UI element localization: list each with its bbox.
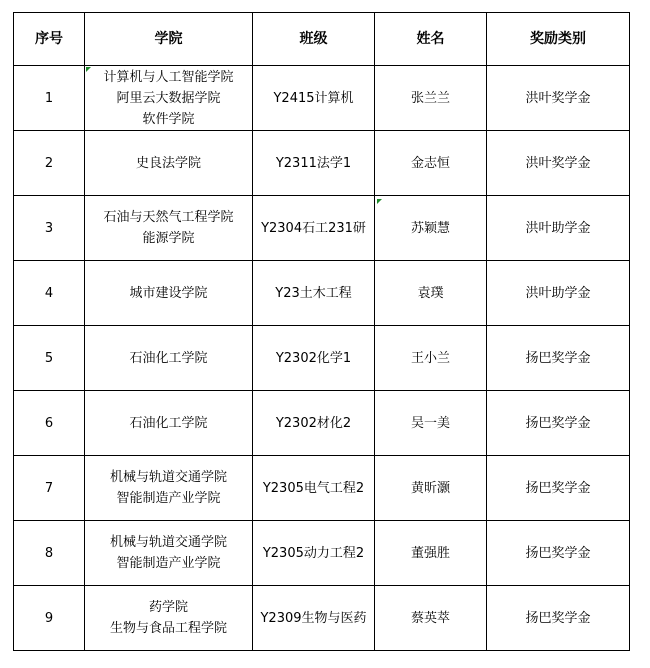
header-college: 学院 xyxy=(85,13,253,66)
cell-class: Y2415计算机 xyxy=(253,66,375,131)
cell-index: 1 xyxy=(14,66,85,131)
cell-award: 洪叶助学金 xyxy=(487,196,630,261)
college-line: 生物与食品工程学院 xyxy=(109,621,227,636)
college-line: 机械与轨道交通学院 xyxy=(109,535,227,550)
cell-name: 王小兰 xyxy=(375,326,487,391)
cell-college xyxy=(85,391,253,456)
header-index: 序号 xyxy=(14,13,85,66)
cell-comment-marker xyxy=(377,199,382,204)
cell-name: 吴一美 xyxy=(375,391,487,456)
table-row xyxy=(14,586,630,651)
table-row xyxy=(14,326,630,391)
cell-index: 3 xyxy=(14,196,85,261)
cell-index: 2 xyxy=(14,131,85,196)
table-row xyxy=(14,391,630,456)
cell-college xyxy=(85,586,253,651)
college-line: 智能制造产业学院 xyxy=(116,491,221,506)
cell-class: Y23土木工程 xyxy=(253,261,375,326)
college-line: 阿里云大数据学院 xyxy=(116,90,221,106)
cell-class: Y2305动力工程2 xyxy=(253,521,375,586)
college-line: 智能制造产业学院 xyxy=(116,556,221,571)
cell-award: 洪叶奖学金 xyxy=(487,131,630,196)
table-row xyxy=(14,131,630,196)
cell-index: 9 xyxy=(14,586,85,651)
cell-award: 洪叶奖学金 xyxy=(487,66,630,131)
cell-college xyxy=(85,131,253,196)
cell-college xyxy=(85,521,253,586)
college-line: 石油化工学院 xyxy=(129,415,208,431)
college-line: 药学院 xyxy=(148,600,188,615)
cell-college xyxy=(85,326,253,391)
cell-class: Y2302化学1 xyxy=(253,326,375,391)
college-line: 史良法学院 xyxy=(135,155,201,171)
cell-name: 金志恒 xyxy=(375,131,487,196)
cell-award: 洪叶助学金 xyxy=(487,261,630,326)
cell-index: 8 xyxy=(14,521,85,586)
cell-name: 苏颖慧 xyxy=(375,196,487,261)
header-row xyxy=(14,13,630,66)
cell-comment-marker xyxy=(86,67,91,72)
cell-award: 扬巴奖学金 xyxy=(487,326,630,391)
college-line: 城市建设学院 xyxy=(129,285,208,301)
college-line: 机械与轨道交通学院 xyxy=(109,470,227,485)
header-class: 班级 xyxy=(253,13,375,66)
cell-class: Y2311法学1 xyxy=(253,131,375,196)
cell-class: Y2302材化2 xyxy=(253,391,375,456)
cell-name: 黄昕灏 xyxy=(375,456,487,521)
table-body xyxy=(14,66,630,651)
cell-award: 扬巴奖学金 xyxy=(487,521,630,586)
college-line: 计算机与人工智能学院 xyxy=(103,69,234,85)
cell-index: 7 xyxy=(14,456,85,521)
cell-class: Y2305电气工程2 xyxy=(253,456,375,521)
table-row xyxy=(14,521,630,586)
cell-index: 6 xyxy=(14,391,85,456)
cell-name: 张兰兰 xyxy=(375,66,487,131)
cell-college xyxy=(85,196,253,261)
cell-class: Y2309生物与医药 xyxy=(253,586,375,651)
table-row xyxy=(14,261,630,326)
cell-college xyxy=(85,261,253,326)
cell-college xyxy=(85,456,253,521)
college-line: 能源学院 xyxy=(142,231,195,246)
college-line: 石油与天然气工程学院 xyxy=(103,210,234,225)
cell-index: 5 xyxy=(14,326,85,391)
table-row xyxy=(14,456,630,521)
cell-class: Y2304石工231研 xyxy=(253,196,375,261)
college-line: 软件学院 xyxy=(142,111,195,127)
cell-name: 袁璞 xyxy=(375,261,487,326)
header-name: 姓名 xyxy=(375,13,487,66)
cell-index: 4 xyxy=(14,261,85,326)
cell-college xyxy=(85,66,253,131)
cell-name: 董强胜 xyxy=(375,521,487,586)
college-line: 石油化工学院 xyxy=(129,350,208,366)
cell-award: 扬巴奖学金 xyxy=(487,391,630,456)
table-row xyxy=(14,196,630,261)
award-table xyxy=(13,12,630,651)
table-row xyxy=(14,66,630,131)
cell-award: 扬巴奖学金 xyxy=(487,586,630,651)
cell-award: 扬巴奖学金 xyxy=(487,456,630,521)
header-award: 奖励类别 xyxy=(487,13,630,66)
cell-name: 蔡英萃 xyxy=(375,586,487,651)
